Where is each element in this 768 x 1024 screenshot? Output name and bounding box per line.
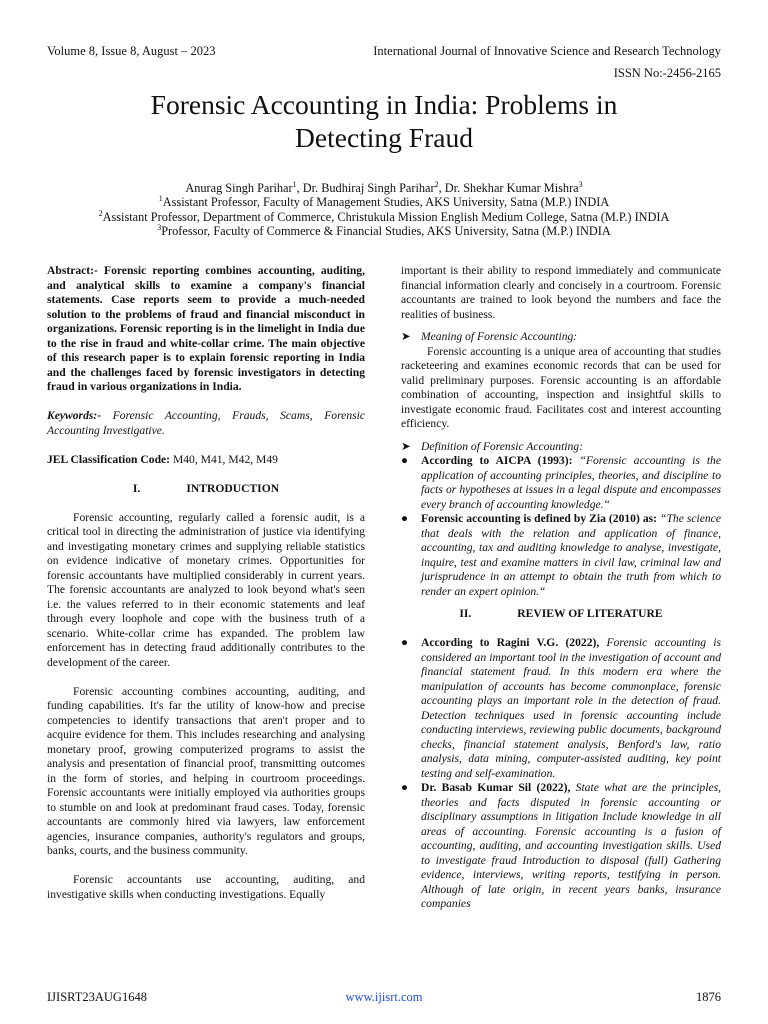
author-names: Anurag Singh Parihar$^1$, Dr. Budhiraj Singh Parihar$^2$, Dr. Shekhar Kumar Mishra$^3$ [185,179,583,195]
definition-item-aicpa [401,454,721,512]
abstract-label: Abstract:- [47,264,98,277]
sup: 3 [578,179,583,189]
journal-name: International Journal of Innovative Science and Research Technology [373,44,721,58]
review-item-sil [401,781,721,912]
arrow-bullet-icon: ➤ [401,330,411,343]
review-label: According to Ragini V.G. (2022), [421,636,600,649]
bullet-icon: ● [401,454,409,467]
definition-text: “Forensic accounting is the application of accounting principles, theories, and discipline to facts or hypotheses at issues in a legal dispute and encompasses every branch of accounting knowledge.“ [421,454,722,511]
definition-label: Forensic accounting is defined by Zia (2010) as: [421,512,657,525]
section-heading-introduction [47,482,365,497]
section-number: II. [459,607,472,620]
right-column [401,264,721,912]
jel-codes [47,453,365,468]
title-line-1: Forensic Accounting in India: Problems in [150,89,618,120]
review-label: Dr. Basab Kumar Sil (2022), [421,781,571,794]
definition-item-zia [401,512,721,599]
paper-title [0,88,768,154]
affiliation-1 [0,195,768,209]
affiliation-3 [0,224,768,238]
section-title: INTRODUCTION [186,481,280,495]
sup: 3 [157,223,162,233]
definition-heading [401,440,721,455]
bullet-icon: ● [401,512,409,525]
sup: 2 [98,208,103,218]
left-column [47,264,365,902]
intro-paragraph-2: Forensic accounting combines accounting, auditing, and funding capabilities. It's far the utility of know-how and precise competencies to identify transactions that aren't proper and to acquire evidence for them. This includes researching and analysing monetary proof, growing computerized programs to assist the analysis and presentation of financial proof, transmitting outcomes in the form of stories, and helping in courtroom proceedings. Forensic accountants were initially employed via authorities groups to stumble on and look at predominant fraud cases. Today, forensic accountants are commonly hired via lawyers, law enforcement agencies, insurance companies, authority's regulators and groups, banks, courts, and the business community. [47,684,365,857]
journal-website-link[interactable]: www.ijisrt.com [345,990,423,1004]
abstract-text: Forensic reporting combines accounting, auditing, and analytical skills to examine a company's financial statements. Case reports seem to provide a much-needed solution to the problems of fraud and financial misconduct in organizations. Forensic reporting is in the limelight in India due to the rise in fraud and white-collar crime. The main objective of this research paper is to explain forensic reporting in India and the challenges faced by forensic investigators in detecting fraud in various organizations in India. [47,264,365,393]
definition-text: “The science that deals with the relation and application of finance, accounting, tax and auditing knowledge to analyse, investigate, inquire, test and examine matters in civil law, criminal law and jurisprudence in an attempt to obtain the truth from which to render an expert opinion.“ [421,512,721,598]
affiliation-text: Assistant Professor, Department of Commerce, Christukula Mission English Medium College, Satna (M.P.) INDIA [102,209,670,224]
definition-title: Definition of Forensic Accounting: [421,439,583,453]
bullet-icon: ● [401,781,409,794]
meaning-heading [401,330,721,345]
meaning-paragraph: Forensic accounting is a unique area of accounting that studies racketeering and examines economic records that can be used for valid preliminary purposes. Forensic accounting is an affordable combination of accounting, inspection and insightful skills to investigate economic fraud. Facilitates cost and interest accounting efficiency. [401,344,721,430]
issn: ISSN No:-2456-2165 [613,66,721,80]
abstract [47,264,365,395]
affiliation-text: Professor, Faculty of Commerce & Financial Studies, AKS University, Satna (M.P.) INDIA [161,224,611,239]
section-title: REVIEW OF LITERATURE [517,607,663,620]
title-line-2: Detecting Fraud [295,122,473,153]
author-2: Dr. Budhiraj Singh Parihar [302,181,435,195]
review-text: State what are the principles, theories and facts disputed in forensic accounting or disciplinary assumptions in litigation Include knowledge in all areas of accounting. Forensic accounting is a fusion of accounting, auditing, and accounting investigation skills. Used to investigate fraud Introduction to disposal (full) Gathering evidence, interviews, writing reports, testifying in person. Although of late origin, in recent years banks, insurance companies [421,781,721,910]
sup: 2 [434,179,439,189]
intro-paragraph-3: Forensic accountants use accounting, auditing, and investigative skills when conducting investigations. Equally [47,873,365,901]
journal-volume: Volume 8, Issue 8, August – 2023 [47,44,216,58]
meaning-title: Meaning of Forensic Accounting: [421,330,578,343]
affiliation-text: Assistant Professor, Faculty of Management Studies, AKS University, Satna (M.P.) INDIA [162,195,610,210]
jel-label: JEL Classification Code: [47,452,171,466]
definition-label: According to AICPA (1993): [421,454,573,467]
review-text: Forensic accounting is considered an important tool in the investigation of account and financial statement fraud. In this modern era where the manipulation of accounts has become commonplace, forensic accounting plays an important role in the detection of fraud. Detection techniques used in forensic accounting include conducting interviews, reviewing public documents, background checks, financial statement analysis, Benford's law, ratio analysis, data mining, computer-assisted auditing, key point testing and self-examination. [421,636,721,780]
intro-paragraph-1: Forensic accounting, regularly called a forensic audit, is a critical tool in directing the administration of justice via identifying and investigating monetary crimes and supplying reliable statistics on evidence indicative of monetary crimes. Opportunities for forensic accountants have multiplied considerably in current years. The forensic accountants are analyzed to look beyond what's seen i.e. the values referred to in their economic statements and leaf through every loophole and cope with the business truth of a scenario. White-collar crime has expanded. The problem law enforcement has in detecting fraud additionally contributes to the development of the career. [47,510,365,669]
keywords [47,409,365,438]
bullet-icon: ● [401,636,409,649]
author-3: Dr. Shekhar Kumar Mishra [444,181,579,195]
affiliation-2 [0,210,768,224]
keywords-label: Keywords:- [47,409,102,422]
author-block [0,181,768,239]
section-number: I. [132,481,141,495]
review-item-ragini [401,636,721,781]
intro-paragraph-3-continued: important is their ability to respond immediately and communicate financial information clearly and concisely in a courtroom. Forensic accountants are trained to look beyond the numbers and face the realities of business. [401,264,721,321]
sup: 1 [158,194,163,204]
author-1: Anurag Singh Parihar [185,181,293,195]
section-heading-review [401,607,721,622]
jel-text: M40, M41, M42, M49 [172,452,278,466]
keywords-text: Forensic Accounting, Frauds, Scams, Forensic Accounting Investigative. [47,409,365,437]
sup: 1 [292,179,297,189]
arrow-bullet-icon: ➤ [401,439,411,453]
page-number: 1876 [696,990,721,1004]
paper-id: IJISRT23AUG1648 [47,990,147,1004]
